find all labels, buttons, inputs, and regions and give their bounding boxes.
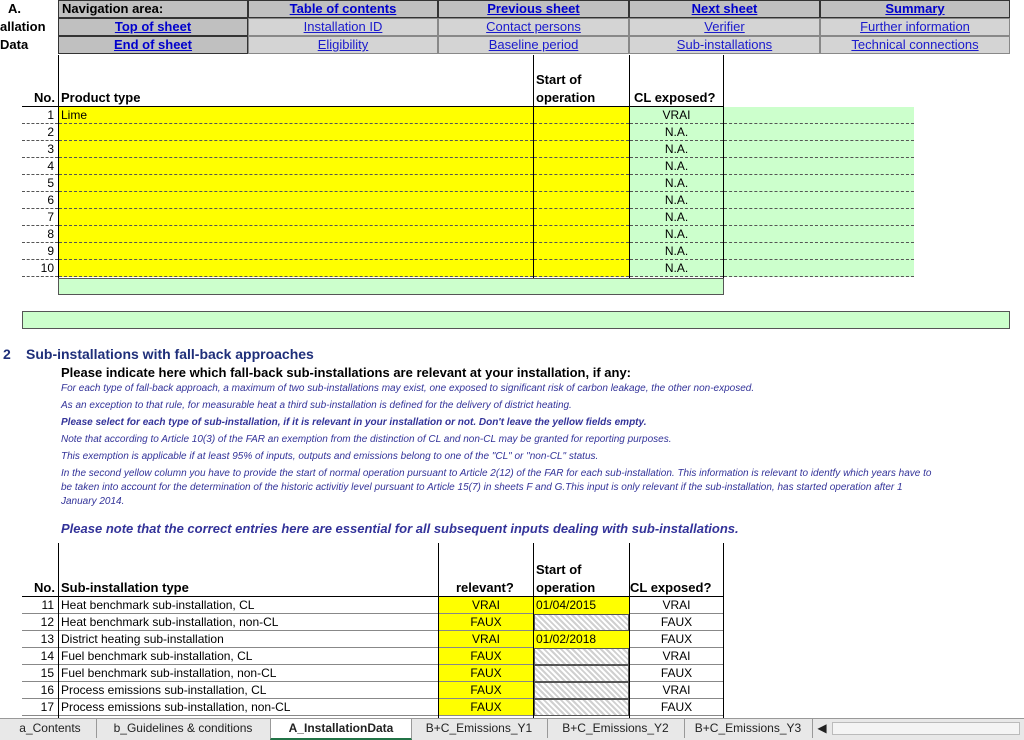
subinst-relevant-select[interactable]: FAUX <box>439 614 533 631</box>
product-cl-exposed: N.A. <box>630 158 723 175</box>
section-label-line2: allation <box>0 19 46 34</box>
note-line-3: Please select for each type of sub-installation, if it is relevant in your installation or not. Don't leave the yellow fields empty. <box>61 417 647 428</box>
subinst-header-type: Sub-installation type <box>61 580 189 595</box>
product-cl-exposed: VRAI <box>630 107 723 124</box>
product-extra-cell <box>724 107 914 124</box>
product-row-no: 9 <box>22 243 58 260</box>
nav-further-information-link[interactable]: Further information <box>820 18 1010 36</box>
subinst-type: Process emissions sub-installation, non-CL <box>59 699 438 716</box>
product-type-input[interactable] <box>59 243 533 260</box>
subinst-cl-exposed: FAUX <box>630 631 723 648</box>
product-start-input[interactable] <box>534 124 629 141</box>
nav-contact-persons-link[interactable]: Contact persons <box>438 18 629 36</box>
nav-installation-id-link[interactable]: Installation ID <box>248 18 438 36</box>
product-extra-cell <box>724 141 914 158</box>
subinst-header-relevant: relevant? <box>456 580 514 595</box>
product-extra-cell <box>724 124 914 141</box>
subinst-start-input[interactable] <box>534 614 629 631</box>
subinst-row-no: 15 <box>22 665 58 682</box>
subinst-type: Fuel benchmark sub-installation, non-CL <box>59 665 438 682</box>
subinst-header-start-line1: Start of <box>536 562 582 577</box>
nav-eligibility-link[interactable]: Eligibility <box>248 36 438 54</box>
product-start-input[interactable] <box>534 175 629 192</box>
note-line-1: For each type of fall-back approach, a maximum of two sub-installations may exist, one exposed to significant risk of carbon leakage, the other non-exposed. <box>61 383 755 394</box>
subinst-header-start-line2: operation <box>536 580 596 595</box>
product-cl-exposed: N.A. <box>630 226 723 243</box>
products-header-type: Product type <box>61 90 141 105</box>
note-line-8: January 2014. <box>61 496 125 507</box>
subinst-type: Heat benchmark sub-installation, non-CL <box>59 614 438 631</box>
subinst-row-no: 13 <box>22 631 58 648</box>
product-cl-exposed: N.A. <box>630 209 723 226</box>
section-2-title: Sub-installations with fall-back approaches <box>26 346 314 362</box>
product-cl-exposed: N.A. <box>630 243 723 260</box>
product-cl-exposed: N.A. <box>630 175 723 192</box>
product-row-no: 7 <box>22 209 58 226</box>
product-cl-exposed: N.A. <box>630 141 723 158</box>
subinst-relevant-select[interactable]: FAUX <box>439 648 533 665</box>
product-start-input[interactable] <box>534 260 629 277</box>
product-type-input[interactable] <box>59 175 533 192</box>
nav-sub-installations-link[interactable]: Sub-installations <box>629 36 820 54</box>
tab-bc-emissions-y3[interactable]: B+C_Emissions_Y3 <box>684 719 813 738</box>
horizontal-scrollbar[interactable] <box>832 722 1020 735</box>
nav-technical-connections-link[interactable]: Technical connections <box>820 36 1010 54</box>
product-row-no: 10 <box>22 260 58 277</box>
product-type-input[interactable] <box>59 192 533 209</box>
subinst-row-no: 11 <box>22 597 58 614</box>
product-extra-cell <box>724 226 914 243</box>
subinst-cl-exposed: FAUX <box>630 699 723 716</box>
nav-previous-sheet-link[interactable]: Previous sheet <box>438 0 629 18</box>
subinst-type: District heating sub-installation <box>59 631 438 648</box>
products-header-start-line1: Start of <box>536 72 582 87</box>
product-start-input[interactable] <box>534 107 629 124</box>
subinst-start-input[interactable]: 01/04/2015 <box>534 597 629 614</box>
subinst-cl-exposed: VRAI <box>630 682 723 699</box>
note-line-4: Note that according to Article 10(3) of the FAR an exemption from the distinction of CL and non-CL may be granted for reporting purposes. <box>61 434 672 445</box>
product-extra-cell <box>724 260 914 277</box>
subinst-cl-exposed: FAUX <box>630 614 723 631</box>
subinst-row-no: 16 <box>22 682 58 699</box>
subinst-row-no: 14 <box>22 648 58 665</box>
subinst-type: Heat benchmark sub-installation, CL <box>59 597 438 614</box>
subinst-cl-exposed: VRAI <box>630 648 723 665</box>
subinst-header-cl: CL exposed? <box>630 580 712 595</box>
tab-bc-emissions-y1[interactable]: B+C_Emissions_Y1 <box>411 719 548 738</box>
subinst-start-input[interactable] <box>534 648 629 665</box>
nav-baseline-period-link[interactable]: Baseline period <box>438 36 629 54</box>
subinst-start-input[interactable] <box>534 665 629 682</box>
product-cl-exposed: N.A. <box>630 260 723 277</box>
nav-table-of-contents-link[interactable]: Table of contents <box>248 0 438 18</box>
product-start-input[interactable] <box>534 158 629 175</box>
product-type-input[interactable]: Lime <box>59 107 533 124</box>
nav-summary-link[interactable]: Summary <box>820 0 1010 18</box>
section-2-instruction: Please indicate here which fall-back sub-installations are relevant at your installation, if any: <box>61 365 632 380</box>
subinst-relevant-select[interactable]: VRAI <box>439 631 533 648</box>
products-status-bar <box>22 311 1010 329</box>
subinst-start-input[interactable] <box>534 682 629 699</box>
subinst-start-input[interactable] <box>534 699 629 716</box>
subinst-relevant-select[interactable]: VRAI <box>439 597 533 614</box>
nav-verifier-link[interactable]: Verifier <box>629 18 820 36</box>
product-extra-cell <box>724 175 914 192</box>
nav-next-sheet-link[interactable]: Next sheet <box>629 0 820 18</box>
product-row-no: 8 <box>22 226 58 243</box>
note-line-7: be taken into account for the determination of the historic activitiy level pursuant to Article 15(7) in sheets F and G.This input is only relevant if the sub-installation, has started operation after 1 <box>61 482 903 493</box>
note-line-6: In the second yellow column you have to provide the start of normal operation pursuant to Article 2(12) of the FAR for each sub-installation. This information is relevant to identfy which years have to <box>61 468 932 479</box>
products-summary-row <box>58 278 724 295</box>
subinst-row-no: 12 <box>22 614 58 631</box>
note-line-2: As an exception to that rule, for measurable heat a third sub-installation is defined for the delivery of district heating. <box>61 400 572 411</box>
subinst-cl-exposed: FAUX <box>630 665 723 682</box>
scroll-tabs-left-icon[interactable]: ◀ <box>817 721 827 735</box>
subinst-header-no: No. <box>34 580 55 595</box>
product-start-input[interactable] <box>534 141 629 158</box>
product-extra-cell <box>724 243 914 260</box>
product-type-input[interactable] <box>59 124 533 141</box>
products-header-start-line2: operation <box>536 90 596 105</box>
product-extra-cell <box>724 192 914 209</box>
navigation-area-label: Navigation area: <box>58 0 248 18</box>
note-line-5: This exemption is applicable if at least 95% of inputs, outputs and emissions belong to one of the "CL" or "non-CL" status. <box>61 451 599 462</box>
product-start-input[interactable] <box>534 243 629 260</box>
product-cl-exposed: N.A. <box>630 192 723 209</box>
tab-b-guidelines[interactable]: b_Guidelines & conditions <box>96 719 271 738</box>
products-header-cl: CL exposed? <box>634 90 716 105</box>
product-extra-cell <box>724 158 914 175</box>
product-row-no: 4 <box>22 158 58 175</box>
nav-top-of-sheet-link[interactable]: Top of sheet <box>58 18 248 36</box>
subinst-type: Process emissions sub-installation, CL <box>59 682 438 699</box>
tab-bc-emissions-y2[interactable]: B+C_Emissions_Y2 <box>547 719 685 738</box>
product-row-no: 5 <box>22 175 58 192</box>
subinst-relevant-select[interactable]: FAUX <box>439 682 533 699</box>
subinst-type: Fuel benchmark sub-installation, CL <box>59 648 438 665</box>
tab-a-installationdata[interactable]: A_InstallationData <box>270 719 412 740</box>
product-start-input[interactable] <box>534 192 629 209</box>
product-start-input[interactable] <box>534 209 629 226</box>
section-label-line3: Data <box>0 37 29 52</box>
subinst-start-input[interactable]: 01/02/2018 <box>534 631 629 648</box>
subinst-cl-exposed: VRAI <box>630 597 723 614</box>
product-cl-exposed: N.A. <box>630 124 723 141</box>
products-header-no: No. <box>34 90 55 105</box>
nav-end-of-sheet-link[interactable]: End of sheet <box>58 36 248 54</box>
subinst-relevant-select[interactable]: FAUX <box>439 665 533 682</box>
section-label-letter: A. <box>8 1 21 16</box>
product-row-no: 1 <box>22 107 58 124</box>
subinst-row-no: 17 <box>22 699 58 716</box>
sheet-tab-bar <box>0 718 1024 740</box>
product-type-input[interactable] <box>59 260 533 277</box>
product-row-no: 3 <box>22 141 58 158</box>
section-2-number: 2 <box>3 346 11 362</box>
product-start-input[interactable] <box>534 226 629 243</box>
product-row-no: 2 <box>22 124 58 141</box>
section-2-emphasis: Please note that the correct entries here are essential for all subsequent inputs dealing with sub-installations. <box>61 521 739 536</box>
product-type-input[interactable] <box>59 141 533 158</box>
tab-a-contents[interactable]: a_Contents <box>4 719 97 738</box>
product-type-input[interactable] <box>59 209 533 226</box>
subinst-relevant-select[interactable]: FAUX <box>439 699 533 716</box>
product-type-input[interactable] <box>59 226 533 243</box>
product-row-no: 6 <box>22 192 58 209</box>
product-extra-cell <box>724 209 914 226</box>
product-type-input[interactable] <box>59 158 533 175</box>
